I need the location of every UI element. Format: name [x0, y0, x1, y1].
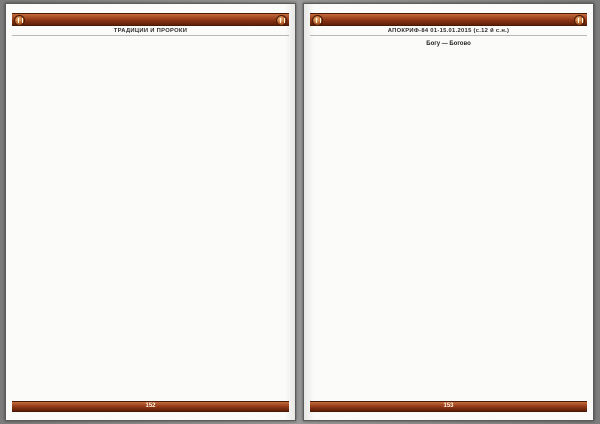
gutter-shadow	[285, 4, 295, 420]
seal-emblem-icon	[276, 15, 287, 26]
left-body-text	[18, 40, 283, 388]
left-page	[5, 3, 296, 421]
right-page	[303, 3, 594, 421]
seal-emblem-icon	[312, 15, 323, 26]
right-header-banner	[310, 13, 587, 26]
left-header-banner	[12, 13, 289, 26]
chapter-title: Богу — Богово	[426, 41, 471, 47]
right-body-text	[316, 51, 581, 388]
section-label: ТРАДИЦИИ И ПРОРОКИ	[12, 27, 289, 36]
left-page-number: 152	[12, 401, 289, 412]
issue-info: АПОКРИФ-84 01-15.01.2015 (с.12 й с.н.)	[310, 27, 587, 36]
right-page-number: 153	[310, 401, 587, 412]
seal-emblem-icon	[574, 15, 585, 26]
gutter-shadow	[304, 4, 314, 420]
seal-emblem-icon	[14, 15, 25, 26]
